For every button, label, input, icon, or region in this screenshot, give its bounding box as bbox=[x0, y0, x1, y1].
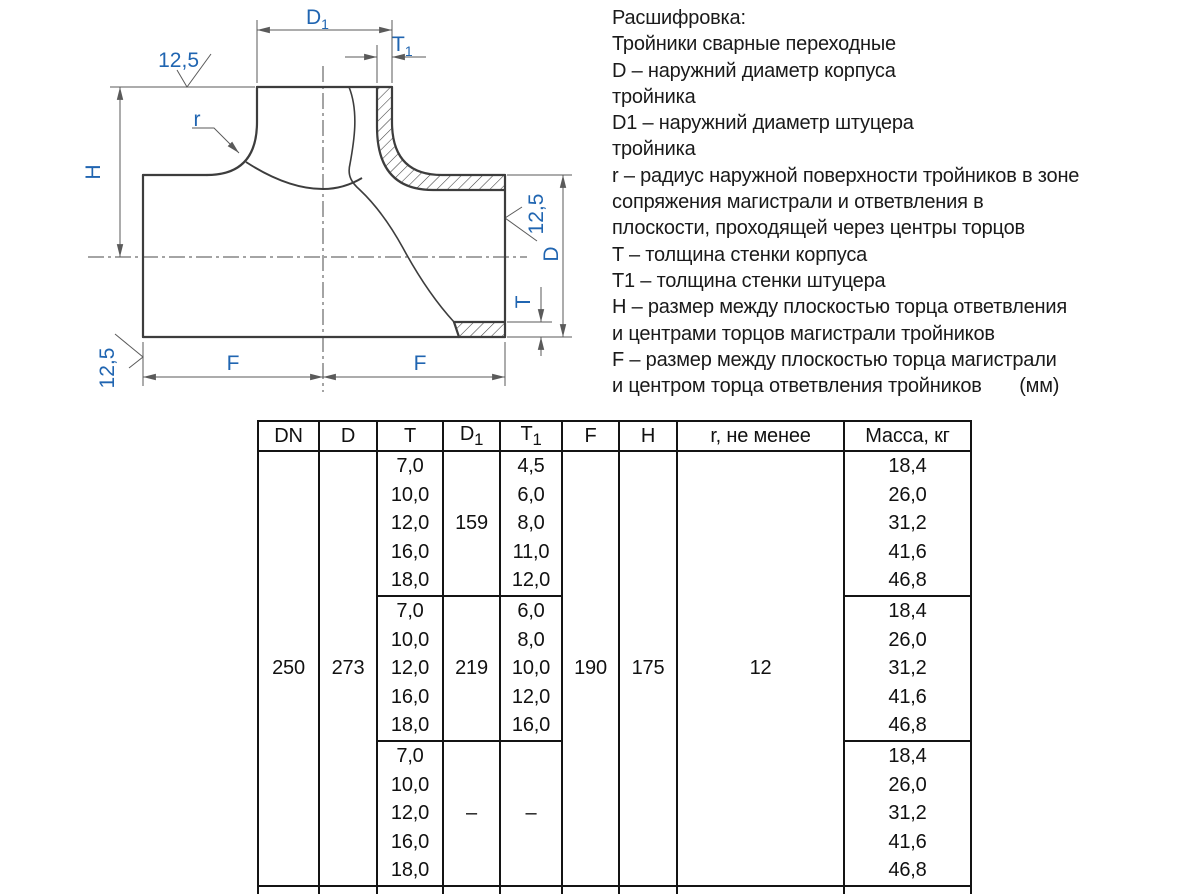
cell-d1-group2: 219 bbox=[443, 596, 500, 741]
hatch-bottom-wall bbox=[454, 322, 505, 337]
cell-t1-group2: 6,0 8,0 10,0 12,0 16,0 bbox=[500, 596, 562, 741]
roughness-bottom-icon bbox=[115, 334, 143, 368]
centerlines bbox=[88, 66, 527, 392]
cell-h: 175 bbox=[619, 451, 677, 886]
col-header-d1: $D_1$ bbox=[443, 421, 500, 451]
legend-line: тройника bbox=[612, 138, 696, 161]
col-header-dn: DN bbox=[258, 421, 319, 451]
col-header-t1: $T_1$ bbox=[500, 421, 562, 451]
table-cutoff-row bbox=[258, 886, 971, 894]
legend-line: Тройники сварные переходные bbox=[612, 33, 896, 56]
label-t: T bbox=[512, 295, 535, 309]
cell-d1-group1: 159 bbox=[443, 451, 500, 596]
break-line bbox=[349, 87, 454, 322]
col-header-r: r, не менее bbox=[677, 421, 844, 451]
legend-line: плоскости, проходящей через центры торцов bbox=[612, 217, 1025, 240]
label-f-right: F bbox=[413, 352, 427, 375]
col-header-d: D bbox=[319, 421, 377, 451]
label-h: H bbox=[82, 164, 105, 180]
label-r: r bbox=[193, 108, 201, 131]
cell-t-group3: 7,0 10,0 12,0 16,0 18,0 bbox=[377, 741, 443, 886]
cell-dn: 250 bbox=[258, 451, 319, 886]
label-roughness-top: 12,5 bbox=[158, 49, 199, 72]
col-header-t: T bbox=[377, 421, 443, 451]
cell-f: 190 bbox=[562, 451, 619, 886]
legend-line: H – размер между плоскостью торца ответвления bbox=[612, 296, 1067, 319]
saddle-and-break-lines bbox=[246, 87, 454, 322]
legend-line: T1 – толщина стенки штуцера bbox=[612, 269, 886, 292]
legend-line: Расшифровка: bbox=[612, 7, 746, 29]
label-t1: $T_1$ bbox=[392, 33, 413, 59]
cell-mass-group3: 18,4 26,0 31,2 41,6 46,8 bbox=[844, 741, 971, 886]
legend-line: и центрами торцов магистрали тройников bbox=[612, 322, 995, 345]
legend-line: тройника bbox=[612, 85, 696, 108]
cell-d: 273 bbox=[319, 451, 377, 886]
cell-t1-group3: – bbox=[500, 741, 562, 886]
leader-r bbox=[192, 128, 239, 153]
legend-line: D1 – наружний диаметр штуцера bbox=[612, 112, 914, 135]
label-d1: $D_1$ bbox=[306, 6, 329, 32]
col-header-f: F bbox=[562, 421, 619, 451]
cell-t1-group1: 4,5 6,0 8,0 11,0 12,0 bbox=[500, 451, 562, 596]
legend-line: F – размер между плоскостью торца магистрали bbox=[612, 348, 1057, 371]
cell-t-group2: 7,0 10,0 12,0 16,0 18,0 bbox=[377, 596, 443, 741]
table-group-row bbox=[258, 451, 971, 596]
legend-line: сопряжения магистрали и ответвления в bbox=[612, 191, 984, 214]
col-header-h: H bbox=[619, 421, 677, 451]
legend-line: D – наружний диаметр корпуса bbox=[612, 59, 896, 82]
legend-line: r – радиус наружной поверхности тройников в зоне bbox=[612, 164, 1080, 187]
legend-line: T – толщина стенки корпуса bbox=[612, 243, 868, 266]
cell-d1-group3: – bbox=[443, 741, 500, 886]
cell-r: 12 bbox=[677, 451, 844, 886]
label-roughness-right: 12,5 bbox=[525, 193, 548, 235]
label-roughness-bottom: 12,5 bbox=[96, 347, 119, 389]
table-header-row bbox=[258, 421, 971, 451]
dimensions-table bbox=[257, 420, 972, 894]
saddle-curve bbox=[246, 162, 362, 189]
col-header-mass: Масса, кг bbox=[844, 421, 971, 451]
label-f-left: F bbox=[226, 352, 240, 375]
cell-t-group1: 7,0 10,0 12,0 16,0 18,0 bbox=[377, 451, 443, 596]
label-d: D bbox=[540, 246, 563, 262]
legend-text bbox=[612, 5, 1187, 399]
cell-mass-group2: 18,4 26,0 31,2 41,6 46,8 bbox=[844, 596, 971, 741]
legend-line: и центром торца ответвления тройников (мм) bbox=[612, 375, 1060, 398]
tee-technical-drawing bbox=[0, 0, 600, 410]
cell-mass-group1: 18,4 26,0 31,2 41,6 46,8 bbox=[844, 451, 971, 596]
